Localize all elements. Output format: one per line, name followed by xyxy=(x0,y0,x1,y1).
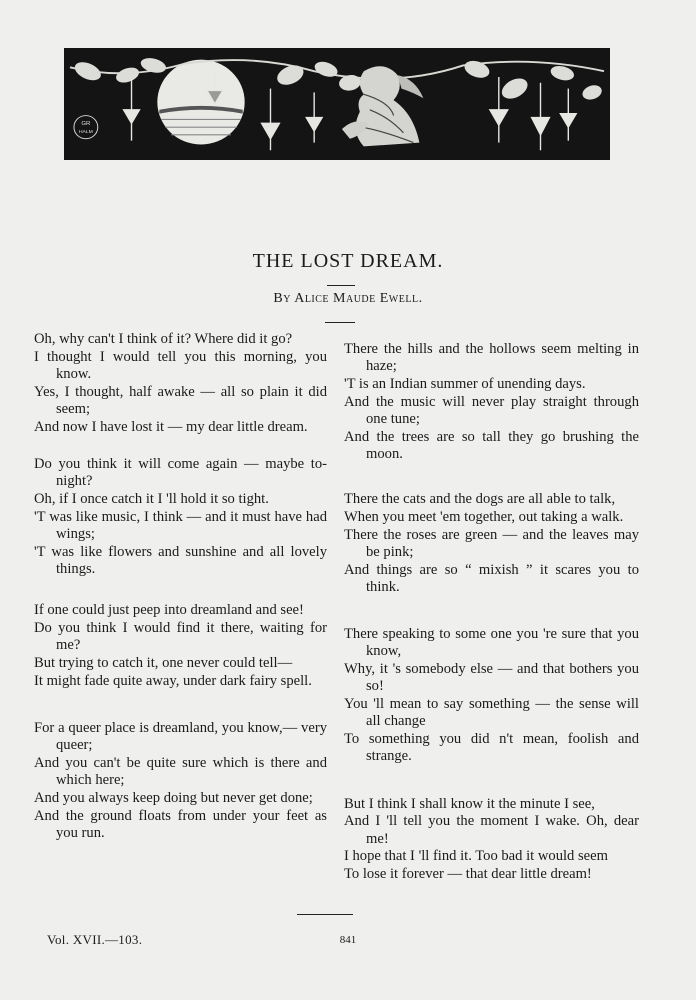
stanza xyxy=(27,602,327,690)
poem-line: And the music will never play straight through one tune; xyxy=(344,393,639,427)
poem-line: When you meet 'em together, out taking a walk. xyxy=(344,509,624,525)
poem-line: There the cats and the dogs are all able to talk, xyxy=(344,491,616,508)
poem-line: I thought I would tell you this morning, you know. xyxy=(34,348,327,382)
poem-line: To something you did n't mean, foolish and strange. xyxy=(344,731,639,765)
poem-right-column xyxy=(337,341,639,884)
poem-line: There the roses are green — and the leaves may be pink; xyxy=(344,526,639,560)
poem-line: 'T is an Indian summer of unending days. xyxy=(344,376,586,392)
poem-line: And now I have lost it — my dear little dream. xyxy=(34,418,308,435)
poem-line: If one could just peep into dreamland and see! xyxy=(34,602,304,619)
poem-line: There the hills and the hollows seem melting in haze; xyxy=(344,341,639,375)
poem-line: And the trees are so tall they go brushing the moon. xyxy=(344,428,639,462)
stanza xyxy=(337,626,639,765)
stanza xyxy=(27,456,327,578)
poem-line: You 'll mean to say something — the sense will all change xyxy=(344,696,639,730)
poem-line: And the ground floats from under your feet as you run. xyxy=(34,807,327,841)
poem-line: It might fade quite away, under dark fairy spell. xyxy=(34,672,312,689)
poem-line: But trying to catch it, one never could tell— xyxy=(34,655,293,671)
moon-icon xyxy=(157,60,244,145)
poem-line: And things are so “ mixish ” it scares you to think. xyxy=(344,561,639,595)
poem-line: But I think I shall know it the minute I see, xyxy=(344,795,595,812)
stanza xyxy=(27,331,327,436)
poem-line: Why, it 's somebody else — and that bothers you so! xyxy=(344,661,639,695)
poem-line: Do you think it will come again — maybe to-night? xyxy=(34,456,327,490)
page-number: 841 xyxy=(339,934,357,946)
end-divider xyxy=(297,914,353,915)
volume-label: Vol. XVII.—103. xyxy=(47,932,143,947)
poem-line: To lose it forever — that dear little dream! xyxy=(344,866,592,883)
monogram-bottom: HALM xyxy=(78,129,93,135)
poem-line: Oh, why can't I think of it? Where did it go? xyxy=(34,331,293,347)
title-divider xyxy=(327,285,355,286)
stanza xyxy=(337,491,639,596)
byline-divider xyxy=(325,322,355,323)
stanza xyxy=(27,720,327,842)
poem-line: 'T was like flowers and sunshine and all lovely things. xyxy=(34,543,327,577)
poem-line: And you always keep doing but never get done; xyxy=(34,790,313,806)
poem-left-column xyxy=(27,331,327,843)
poem-line: Oh, if I once catch it I 'll hold it so tight. xyxy=(34,491,269,507)
poem-line: There speaking to some one you 're sure that you know, xyxy=(344,626,639,660)
header-illustration xyxy=(64,48,610,160)
stanza xyxy=(337,341,639,463)
poem-line: For a queer place is dreamland, you know,— very queer; xyxy=(34,720,327,754)
stanza xyxy=(337,796,639,884)
poem-line: Do you think I would find it there, waiting for me? xyxy=(34,620,327,654)
poem-line: Yes, I thought, half awake — all so plain it did seem; xyxy=(34,383,327,417)
poem-byline: By Alice Maude Ewell. xyxy=(273,291,423,306)
poem-line: And you can't be quite sure which is there and which here; xyxy=(34,755,327,789)
monogram-top: GR xyxy=(81,121,91,128)
poem-line: 'T was like music, I think — and it must have had wings; xyxy=(34,508,327,542)
poem-line: And I 'll tell you the moment I wake. Oh, dear me! xyxy=(344,813,639,847)
poem-title: THE LOST DREAM. xyxy=(252,250,444,272)
poem-line: I hope that I 'll find it. Too bad it would seem xyxy=(344,848,608,865)
